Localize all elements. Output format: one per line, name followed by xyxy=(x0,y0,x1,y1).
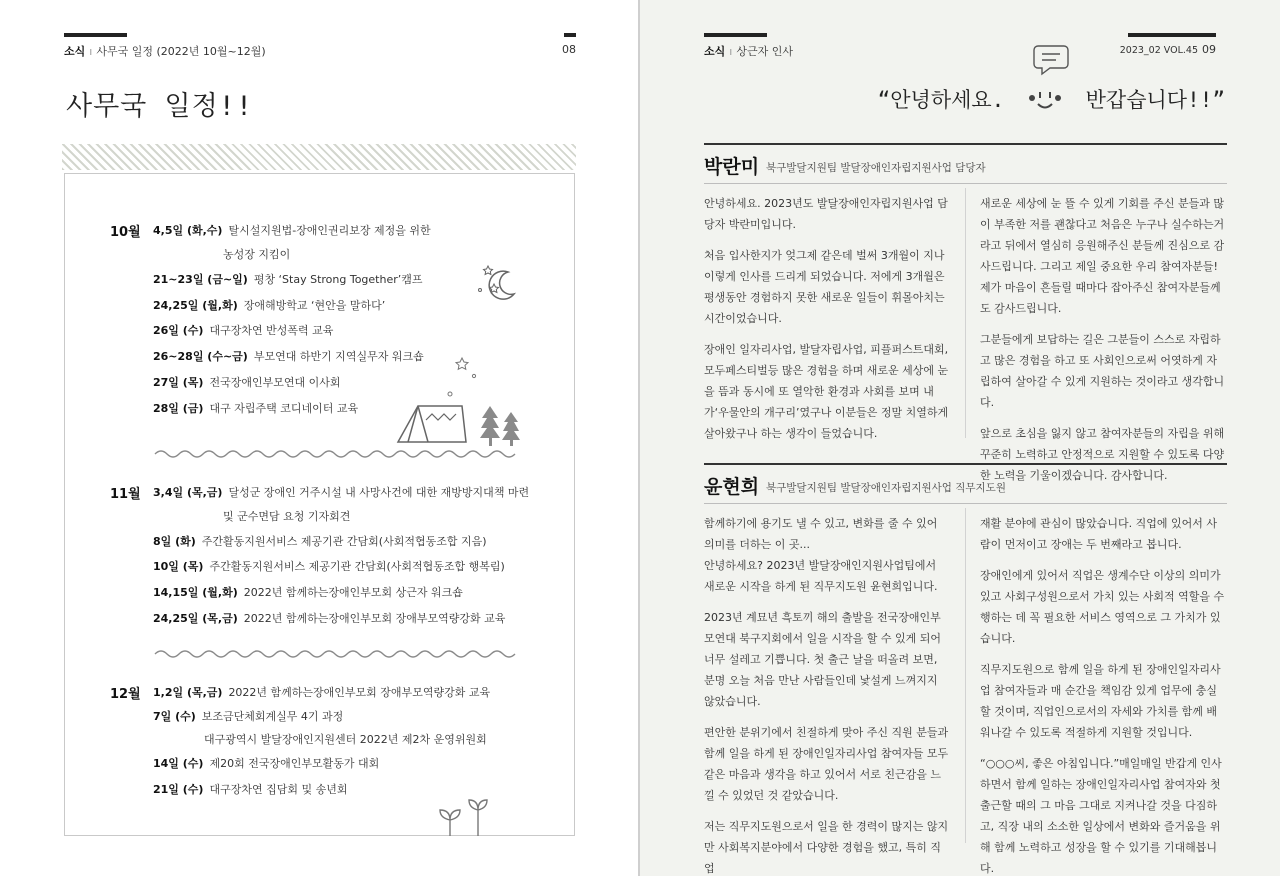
list-item: 26일 (수) 대구장차연 반성폭력 교육 xyxy=(153,324,334,337)
list-item: 8일 (화) 주간활동지원서비스 제공기관 간담회(사회적협동조합 지음) xyxy=(153,535,487,548)
list-item: 24,25일 (목,금) 2022년 함께하는장애인부모회 장애부모역량강화 교육 xyxy=(153,612,506,625)
hatch-banner xyxy=(62,144,576,170)
trees-icon xyxy=(478,404,524,446)
list-item: 24,25일 (월,화) 장애해방학교 ‘현안을 말하다’ xyxy=(153,299,386,312)
list-item: 21~23일 (금~일) 평창 ‘Stay Strong Together’캠프 xyxy=(153,273,423,286)
section-underline xyxy=(704,183,1227,184)
list-item: 농성장 지킴이 xyxy=(223,248,291,261)
person-name: 윤현희 xyxy=(704,476,760,498)
page-number: 09 xyxy=(1202,43,1216,56)
issue-number: 2023_02 VOL.45 xyxy=(1119,45,1198,56)
article-column: 안녕하세요. 2023년도 발달장애인자립지원사업 담당자 박란미입니다. 처음 입사한지가 엊그제 같은데 벌써 3개월이 지나 이렇게 인사를 드리게 되었습니다. 저에게 3개월은 평생동안 경험하지 못한 새로운 일들이 휘몰아치는 시간이었습니다. 장애인 일자리사업, 발달자립사업, 피플퍼스트대회, 모두페스티벌등 많은 경험을 하며 새로운 세상에 눈을 뜸과 동시에 또 열악한 환경과 사회를 보며 내가‘우물안의 개구리’였구나 이분들은 정말 치열하게 살아왔구나 하는 생각이 들었습니다. xyxy=(704,197,949,440)
wave-divider xyxy=(155,448,517,460)
section-rule xyxy=(704,143,1227,145)
moon-stars-icon xyxy=(474,262,520,306)
page-number: 08 xyxy=(562,43,576,56)
header-bar-right xyxy=(564,33,576,37)
list-item: 4,5일 (화,수) 탈시설지원법-장애인권리보장 제정을 위한 xyxy=(153,224,431,237)
section-label: 소식 xyxy=(64,45,86,58)
article-column: 함께하기에 용기도 낼 수 있고, 변화를 줄 수 있어 의미를 더하는 이 곳... 안녕하세요? 2023년 발달장애인지원사업팀에서 새로운 시작을 하게 된 직무지도원 윤현희입니다. 2023년 계묘년 흑토끼 해의 출발을 전국장애인부모연대 북구지회에서 일을 시작을 할 수 있게 되어 너무 설레고 기쁩니다. 첫 출근 날을 떠올려 보면, 분명 오늘 처음 만난 사람들인데 낯설게 느껴지지 않았습니다. 편안한 분위기에서 친절하게 맞아 주신 직원 분들과 함께 일을 하게 된 장애인일자리사업 참여자들 모두 같은 마음과 생각을 하고 있어서 서로 친근감을 느낄 수 있었던 것 같았습니다. 저는 직무지도원으로서 일을 한 경력이 많지는 않지만 사회복지분야에서 다양한 경험을 했고, 특히 직업 xyxy=(704,517,949,875)
list-item: 10일 (목) 주간활동지원서비스 제공기관 간담회(사회적협동조합 행복림) xyxy=(153,560,505,573)
list-item: 3,4일 (목,금) 달성군 장애인 거주시설 내 사망사건에 대한 재방방지대책 마련 xyxy=(153,486,530,499)
header-bar xyxy=(64,33,127,37)
left-header-text: 소식 ı 사무국 일정 (2022년 10월~12월) xyxy=(64,45,266,58)
right-header-text: 소식 ı 상근자 인사 xyxy=(704,45,793,58)
right-header-meta xyxy=(1120,43,1216,56)
page-title: 사무국 일정!! xyxy=(66,91,254,122)
list-item: 28일 (금) 대구 자립주택 코디네이터 교육 xyxy=(153,402,359,415)
list-item: 27일 (목) 전국장애인부모연대 이사회 xyxy=(153,376,341,389)
smile-face-icon xyxy=(1027,84,1063,114)
header-bar xyxy=(704,33,767,37)
column-divider xyxy=(965,188,966,438)
person-name: 박란미 xyxy=(704,156,760,178)
section-label: 소식 xyxy=(704,45,726,58)
list-item: 21일 (수) 대구장차연 집담회 및 송년회 xyxy=(153,783,348,796)
sprout-icon xyxy=(436,796,494,836)
wave-divider xyxy=(155,648,517,660)
month-label-dec: 12월 xyxy=(110,687,141,702)
list-item: 26~28일 (수~금) 부모연대 하반기 지역실무자 워크숍 xyxy=(153,350,424,363)
page-title: “안녕하세요. 반갑습니다!!” xyxy=(878,84,1225,114)
header-bar-right xyxy=(1128,33,1216,37)
section-rule xyxy=(704,463,1227,465)
list-item: 7일 (수) 보조금단체회계실무 4기 과정 xyxy=(153,710,344,723)
section-underline xyxy=(704,503,1227,504)
right-header xyxy=(704,33,1216,63)
month-label-nov: 11월 xyxy=(110,487,141,502)
list-item: 14일 (수) 제20회 전국장애인부모활동가 대회 xyxy=(153,757,380,770)
list-item: 및 군수면담 요청 기자회견 xyxy=(223,510,351,523)
list-item: 1,2일 (목,금) 2022년 함께하는장애인부모회 장애부모역량강화 교육 xyxy=(153,686,491,699)
month-label-oct: 10월 xyxy=(110,225,141,240)
article-column: 재활 분야에 관심이 많았습니다. 직업에 있어서 사람이 먼저이고 장애는 두 번째라고 봅니다. 장애인에게 있어서 직업은 생계수단 이상의 의미가 있고 사회구성원으로서 가치 있는 사회적 역할을 수행하는 데 꼭 필요한 서비스 영역으로 그 가치가 있습니다. 직무지도원으로 함께 일을 하게 된 장애인일자리사업 참여자들과 매 순간을 책임감 있게 업무에 충실할 것이며, 직업인으로서의 자세와 가치를 함께 배워나갈 수 있도록 적절하게 지원할 것입니다. “○○○씨, 좋은 아침입니다.”매일매일 반갑게 인사하면서 함께 일하는 장애인일자리사업 참여자와 첫 출근할 때의 그 마음 그대로 지켜나갈 것을 다짐하고, 직장 내의 소소한 일상에서 변화와 즐거움을 위해 함께 노력하고 성장을 할 수 있기를 기대해봅니다. xyxy=(980,517,1225,875)
list-item: 대구광역시 발달장애인지원센터 2022년 제2차 운영위원회 xyxy=(204,733,487,746)
person-role: 북구발달지원팀 발달장애인자립지원사업 담당자 xyxy=(766,162,986,174)
left-header xyxy=(64,33,576,63)
column-divider xyxy=(965,508,966,843)
header-subtitle: 상근자 인사 xyxy=(736,45,793,58)
person-role: 북구발달지원팀 발달장애인자립지원사업 직무지도원 xyxy=(766,482,1006,494)
left-page xyxy=(0,0,638,876)
article-column: 새로운 세상에 눈 뜰 수 있게 기회를 주신 분들과 많이 부족한 저를 괜찮다고 처음은 누구나 실수하는거라고 뒤에서 열심히 응원해주신 분들께 진심으로 감사드립니다. 그리고 제일 중요한 우리 참여자분들! 제가 마음이 흔들릴 때마다 잡아주신 참여자분들께도 감사드립니다. 그분들에게 보답하는 길은 그분들이 스스로 자립하고 많은 경험을 하고 또 사회인으로써 어엿하게 자립하여 살아갈 수 있게 지원하는 것이라고 생각합니다. 앞으로 초심을 잃지 않고 참여자분들의 자립을 위해 꾸준히 노력하고 안정적으로 지원할 수 있도록 다양한 노력을 기울이겠습니다. 감사합니다. xyxy=(980,197,1225,482)
speech-bubble-icon xyxy=(1032,44,1070,76)
list-item: 14,15일 (월,화) 2022년 함께하는장애인부모회 상근자 워크숍 xyxy=(153,586,463,599)
header-subtitle: 사무국 일정 (2022년 10월~12월) xyxy=(96,45,266,58)
